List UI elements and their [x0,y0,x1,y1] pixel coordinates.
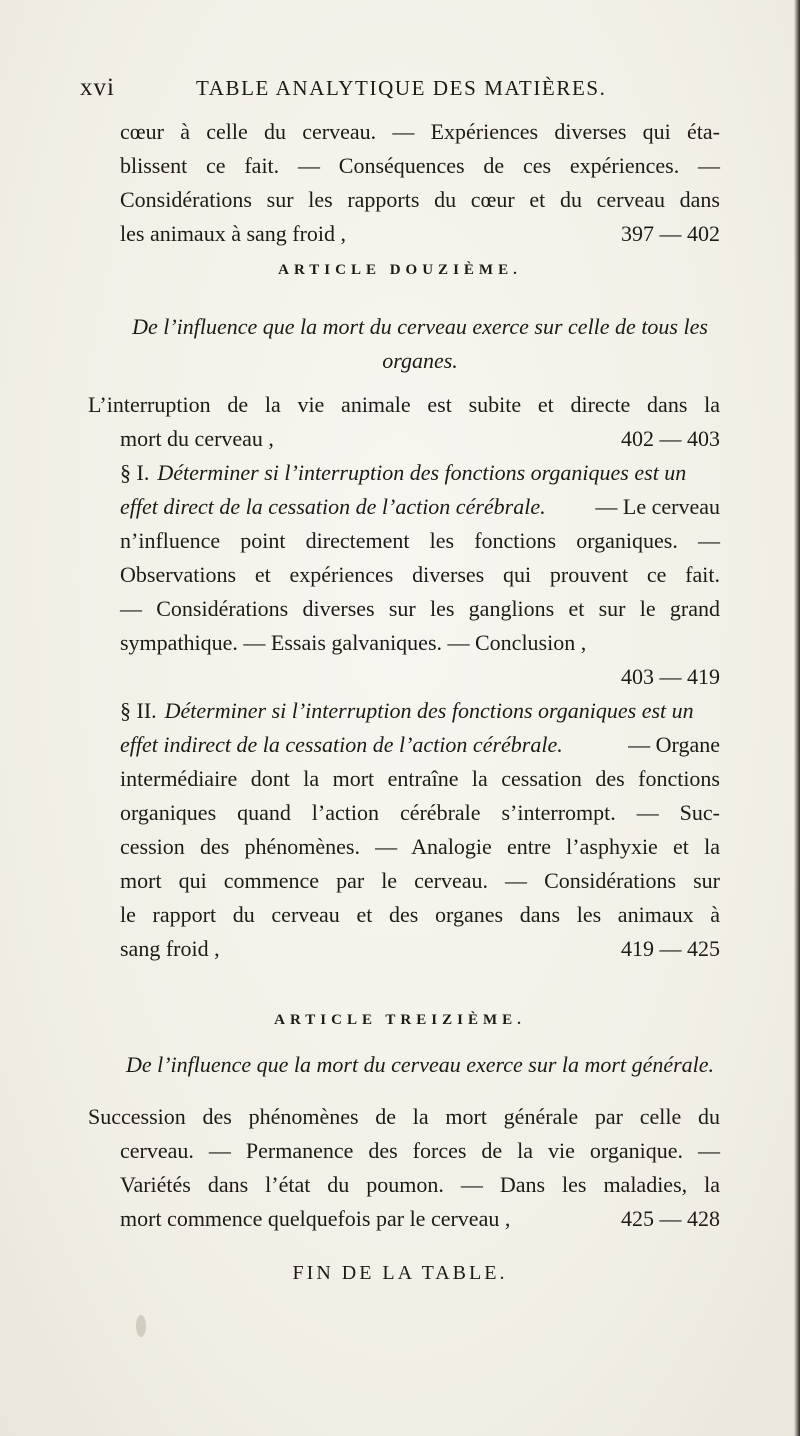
intro-paragraph [120,115,720,251]
text-line: mort commence quelquefois par le cerveau , [120,1206,511,1231]
article12-body [88,388,720,966]
paper-stain [136,1315,146,1337]
text-line: L’interruption de la vie animale est subite et directe dans la [88,392,720,417]
article-title-line: De l’influence que la mort du cerveau exerce sur la mort générale. [125,1052,715,1077]
text-line [88,490,720,524]
article-title-line: De l’influence que la mort du cerveau exerce sur celle de tous les [132,314,708,339]
text-line: cerveau. — Permanence des forces de la vie organique. — [120,1138,720,1163]
page-range: 419 — 425 [621,936,720,961]
text-line: n’influence point directement les fonctions organiques. — [120,528,720,553]
section-heading-line [88,456,720,490]
section-heading-line [88,694,720,728]
page-range-line [88,660,720,694]
text-line: le rapport du cerveau et des organes dans les animaux à [120,902,720,927]
page-range: 402 — 403 [621,426,720,451]
text-line-with-pages [88,1202,720,1236]
text-line: Succession des phénomènes de la mort générale par celle du [88,1104,720,1129]
text-line [88,728,720,762]
text-line: Observations et expériences diverses qui prouvent ce fait. [120,562,720,587]
text-line: cession des phénomènes. — Analogie entre l’asphyxie et la [120,834,720,859]
text-line-with-pages [88,932,720,966]
text-line: blissent ce fait. — Conséquences de ces expériences. — [120,153,720,178]
page-edge-shadow [794,0,800,1436]
page-range: 425 — 428 [621,1206,720,1231]
section-title-cont: effet direct de la cessation de l’action cérébrale. [120,494,546,519]
text-line: les animaux à sang froid , [120,221,347,246]
page-header [80,74,720,106]
text-line: Considérations sur les rapports du cœur et du cerveau dans [120,187,720,212]
text-line: mort du cerveau , [120,426,274,451]
text-fragment: — Organe [628,732,720,757]
text-fragment: — Le cerveau [595,494,720,519]
text-line: cœur à celle du cerveau. — Expériences diverses qui éta- [120,119,720,144]
article-heading: ARTICLE TREIZIÈME. [274,1012,526,1028]
article-title [100,310,740,378]
text-line: intermédiaire dont la mort entraîne la cessation des fonctions [120,766,720,791]
running-title: TABLE ANALYTIQUE DES MATIÈRES. [196,76,607,100]
page-number: xvi [80,74,115,101]
text-line: — Considérations diverses sur les ganglions et sur le grand [120,596,720,621]
text-line: sympathique. — Essais galvaniques. — Conclusion , [120,630,587,655]
article-title-line: organes. [382,348,458,373]
section-title: Déterminer si l’interruption des fonctions organiques est un [157,460,687,485]
section-mark: § I. [120,460,150,485]
text-line: sang froid , [120,936,220,961]
article13-body [88,1100,720,1236]
page-range: 397 — 402 [621,221,720,246]
text-line: mort qui commence par le cerveau. — Considérations sur [120,868,720,893]
text-line: Variétés dans l’état du poumon. — Dans les maladies, la [120,1172,720,1197]
article-title [100,1048,740,1082]
section-title: Déterminer si l’interruption des fonctions organiques est un [164,698,694,723]
end-of-table: FIN DE LA TABLE. [292,1262,508,1284]
section-mark: § II. [120,698,157,723]
text-line-with-pages [88,422,720,456]
section-title-cont: effet indirect de la cessation de l’action cérébrale. [120,732,563,757]
article-heading: ARTICLE DOUZIÈME. [278,262,522,278]
text-line: organiques quand l’action cérébrale s’interrompt. — Suc- [120,800,720,825]
page-range: 403 — 419 [621,664,720,689]
text-line-with-pages [120,217,720,251]
